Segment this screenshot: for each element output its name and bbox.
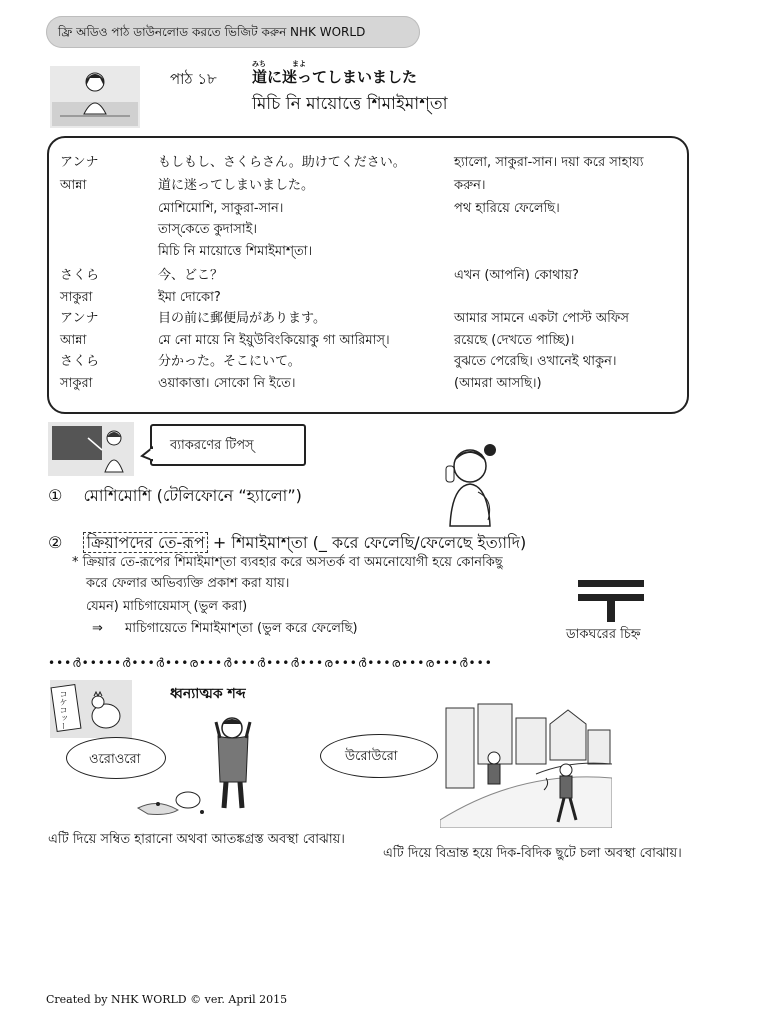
grammar-item-1 [48, 483, 302, 510]
decorative-divider: •••ർ•••••ർ•••ർ•••ര•••ർ•••ർ•••ർ•••ര•••ർ•••ര•••ര•••ർ••• [48, 656, 493, 670]
item-2-number: ② [48, 533, 63, 552]
wandering-man-city-illustration [440, 700, 612, 828]
speaker: アンナ [60, 155, 99, 170]
note-bullet: * [72, 555, 79, 570]
dialogue-line: 目の前に郵便局があります。 [158, 311, 326, 326]
dialogue-line: もしもし、さくらさん。助けてください。 [158, 155, 406, 170]
dialogue-translation: বুঝতে পেরেছি। ওখানেই থাকুন। [454, 354, 617, 369]
example-result-line [92, 620, 358, 638]
speaker: সাকুরা [60, 376, 93, 391]
word-urouro: উরোউরো [345, 749, 398, 764]
dialogue-line: 分かった。そこにいて。 [158, 354, 301, 369]
word-ororo: ওরোওরো [89, 752, 141, 767]
title-jp-text: 道に迷ってしまいました [252, 68, 418, 86]
footer-credit: Created by NHK WORLD © ver. April 2015 [46, 993, 288, 1006]
dialogue-line: ওয়াকাত্তা। সোকো নি ইতে। [158, 376, 296, 391]
caption-ororo: এটি দিয়ে সম্বিত হারানো অথবা আতঙ্কগ্রস্ত অবস্থা বোঝায়। [48, 832, 345, 847]
item-2-rest: + শিমাইমাশ্‌তা (_ করে ফেলেছি/ফেলেছে ইত্যাদি) [207, 533, 527, 552]
grammar-item-2 [48, 530, 526, 557]
speaker: আন্না [60, 333, 87, 348]
postal-mark-caption: ডাকঘরের চিহ্ন [566, 627, 641, 642]
dialogue-translation: (আমরা আসছি।) [454, 376, 542, 391]
dialogue-line: ইমা দোকো? [158, 290, 221, 305]
arrow-icon: ⇒ [92, 621, 103, 636]
ruby-michi: みち [252, 60, 266, 68]
grammar-note-line-2: করে ফেলার অভিব্যক্তি প্রকাশ করা যায়। [86, 576, 290, 591]
grammar-tips-label [150, 424, 306, 466]
example-label: যেমন) মাচিগায়েমাস্‌ (ভুল করা) [86, 599, 248, 614]
speaker: アンナ [60, 311, 99, 326]
item-1-number: ① [48, 486, 63, 505]
lesson-title-japanese [252, 60, 418, 87]
speaker: さくら [60, 268, 100, 283]
note-text-1: ক্রিয়ার তে-রূপের শিমাইমাশ্‌তা ব্যবহার করে অসতর্ক বা অমনোযোগী হয়ে কোনকিছু [82, 555, 503, 570]
item-1-text: মোশিমোশি (টেলিফোনে “হ্যালো”) [83, 486, 302, 505]
dialogue-line: মোশিমোশি, সাকুরা-সান। [158, 201, 284, 216]
caption-urouro: এটি দিয়ে বিভ্রান্ত হয়ে দিক-বিদিক ছুটে চলা অবস্থা বোঝায়। [383, 846, 682, 861]
speech-bubble-pointer [140, 446, 154, 462]
dialogue-line: মিচি নি মায়োত্তে শিমাইমাশ্‌তা। [158, 244, 313, 259]
speaker: さくら [60, 354, 100, 369]
word-bubble-urouro [320, 734, 438, 778]
postal-mark-icon [578, 578, 644, 622]
dialogue-translation: পথ হারিয়ে ফেলেছি। [454, 201, 560, 216]
girl-on-phone-illustration [438, 440, 504, 530]
teacher-blackboard-illustration [48, 420, 134, 478]
dialogue-translation: করুন। [454, 178, 486, 193]
woman-studying-illustration [50, 66, 140, 128]
lesson-title-bengali: মিচি নি মায়োত্তে শিমাইমাশ্‌তা [252, 94, 448, 114]
lesson-number: পাঠ ১৮ [170, 70, 217, 88]
banner-text: ফ্রি অডিও পাঠ ডাউনলোড করতে ভিজিট করুন NHK WORLD [58, 25, 366, 39]
grammar-note-line-1 [72, 554, 503, 572]
dialogue-box [47, 136, 689, 414]
dialogue-translation: হ্যালো, সাকুরা-সান। দয়া করে সাহায্য [454, 155, 644, 170]
dialogue-line: 道に迷ってしまいました。 [158, 178, 315, 193]
speaker: সাকুরা [60, 290, 93, 305]
speaker: আন্না [60, 178, 87, 193]
item-2-boxed-term: ক্রিয়াপদের তে-রূপ [83, 532, 207, 553]
grammar-tips-text: ব্যাকরণের টিপস্‌ [170, 438, 254, 453]
example-result: মাচিগায়েতে শিমাইমাশ্‌তা (ভুল করে ফেলেছি) [125, 621, 358, 636]
dialogue-translation: আমার সামনে একটা পোস্ট অফিস [454, 311, 629, 326]
dialogue-translation: রয়েছে (দেখতে পাচ্ছি)। [454, 333, 575, 348]
dialogue-line: মে নো মায়ে নি ইয়ুউবিংকিয়োকু গা আরিমাস্‌। [158, 333, 390, 348]
dialogue-line: 今、どこ？ [158, 268, 224, 283]
ruby-mayo: まよ [292, 60, 306, 68]
panicked-man-illustration [128, 712, 258, 824]
chicken-sign-text: コケコッー [59, 690, 68, 730]
dialogue-translation: এখন (আপনি) কোথায়? [454, 268, 579, 283]
dialogue-line: তাস্‌কেতে কুদাসাই। [158, 222, 258, 237]
download-banner[interactable] [46, 16, 420, 48]
onomatopoeia-title: ধ্বন্যাত্মক শব্দ [170, 686, 246, 702]
